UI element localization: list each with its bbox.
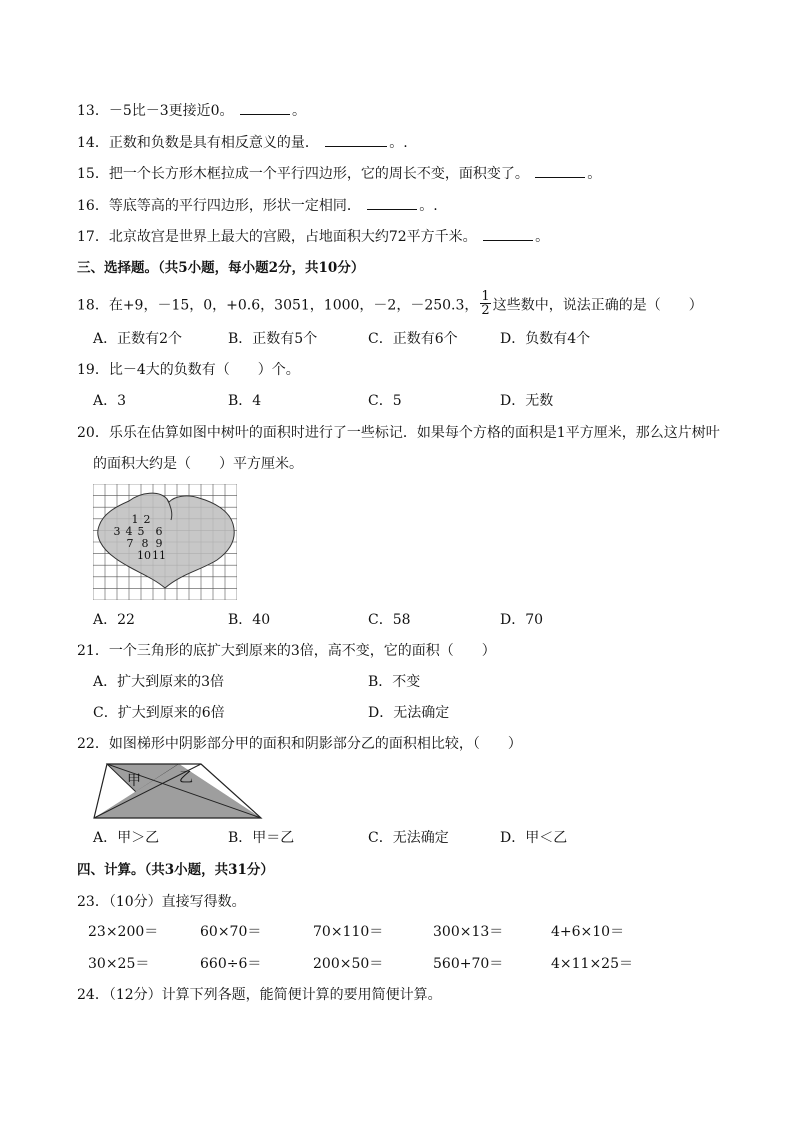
section-3-heading: 三、选择题。（共5小题，每小题2分，共10分） [77,260,365,276]
fraction-denominator: 2 [481,303,490,318]
question-16 [77,196,438,216]
option-d[interactable]: D．无数 [500,393,554,409]
label-yi: 乙 [179,770,193,786]
question-15 [77,164,601,184]
leaf-label-11: 11 [152,549,166,562]
calc-item: 23×200＝ [88,924,159,940]
option-c[interactable]: C．正数有6个 [368,331,458,347]
punct: 。. [389,135,408,151]
calc-row-1 [88,922,688,942]
option-b[interactable]: B．4 [228,393,262,409]
question-text: 16．等底等高的平行四边形，形状一定相同． [77,198,361,214]
punct: 。 [292,103,306,119]
section-4-heading: 四、计算。（共3小题，共31分） [77,862,274,878]
option-b[interactable]: B．40 [228,612,271,628]
punct: 。. [419,198,438,214]
fraction-numerator: 1 [481,289,490,304]
leaf-label-9: 9 [155,537,163,550]
leaf-label-1: 1 [131,513,139,526]
leaf-label-2: 2 [143,513,151,526]
leaf-label-8: 8 [141,537,149,550]
question-20-line2: 的面积大约是（ ）平方厘米。 [93,456,303,472]
question-18-options [93,329,653,349]
answer-blank[interactable] [367,197,417,210]
question-21-options [93,672,653,692]
option-b[interactable]: B．不变 [368,674,421,690]
question-17 [77,227,549,247]
leaf-label-10: 10 [137,549,151,562]
answer-blank[interactable] [483,228,533,241]
option-a[interactable]: A．正数有2个 [93,331,183,347]
option-c[interactable]: C．无法确定 [368,830,449,846]
option-a[interactable]: A．甲＞乙 [93,830,160,846]
question-18 [77,289,703,319]
fraction-one-half [480,290,490,317]
option-a[interactable]: A．扩大到原来的3倍 [93,674,225,690]
option-c[interactable]: C．5 [368,393,402,409]
option-c[interactable]: C．58 [368,612,411,628]
calc-item: 560+70＝ [433,956,504,972]
question-21: 21．一个三角形的底扩大到原来的3倍，高不变，它的面积（ ） [77,643,496,659]
answer-blank[interactable] [325,134,387,147]
question-text: 这些数中，说法正确的是（ ） [492,297,703,314]
calc-row-2 [88,954,688,974]
option-d[interactable]: D．无法确定 [368,705,450,721]
calc-item: 30×25＝ [88,956,150,972]
leaf-label-7: 7 [126,537,134,550]
punct: 。 [587,166,602,182]
question-19: 19．比－4大的负数有（ ）个。 [77,362,300,378]
question-text: 18．在+9，－15，0，+0.6，3051，1000，－2，－250.3， [77,297,479,314]
option-b[interactable]: B．甲＝乙 [228,830,295,846]
leaf-label-4: 4 [125,525,133,538]
option-d[interactable]: D．负数有4个 [500,331,591,347]
option-a[interactable]: A．3 [93,393,127,409]
calc-item: 200×50＝ [313,956,384,972]
calc-item: 4×11×25＝ [551,956,633,972]
option-d[interactable]: D．70 [500,612,544,628]
calc-item: 60×70＝ [200,924,262,940]
question-text: 14．正数和负数是具有相反意义的量． [77,135,319,151]
calc-item: 4+6×10＝ [551,924,625,940]
option-d[interactable]: D．甲＜乙 [500,830,568,846]
question-22-options [93,828,653,848]
question-text: 17．北京故宫是世界上最大的宫殿，占地面积大约72平方千米。 [77,229,477,245]
question-20-options [93,610,653,630]
answer-blank[interactable] [535,165,585,178]
option-b[interactable]: B．正数有5个 [228,331,318,347]
option-c[interactable]: C．扩大到原来的6倍 [93,705,225,721]
question-24: 24．（12分）计算下列各题，能简便计算的要用简便计算。 [77,987,442,1003]
leaf-label-6: 6 [155,525,163,538]
leaf-shape [98,493,234,588]
question-21-options-row2 [93,703,653,723]
leaf-label-5: 5 [137,525,145,538]
calc-item: 300×13＝ [433,924,504,940]
label-jia: 甲 [127,773,141,789]
question-19-options [93,391,653,411]
trapezoid-figure [93,762,263,820]
question-14 [77,133,408,153]
question-13 [77,101,306,121]
question-20-line1: 20．乐乐在估算如图中树叶的面积时进行了一些标记．如果每个方格的面积是1平方厘米，那么这片树叶 [77,425,720,441]
question-23: 23．（10分）直接写得数。 [77,894,246,910]
question-text: 15．把一个长方形木框拉成一个平行四边形，它的周长不变，面积变了。 [77,166,529,182]
leaf-grid-figure [93,484,237,600]
calc-item: 660÷6＝ [200,956,262,972]
question-text: 13．－5比－3更接近0。 [77,103,234,119]
answer-blank[interactable] [240,102,290,115]
calc-item: 70×110＝ [313,924,384,940]
punct: 。 [535,229,550,245]
question-22: 22．如图梯形中阴影部分甲的面积和阴影部分乙的面积相比较，（ ） [77,736,522,752]
leaf-label-3: 3 [113,525,121,538]
option-a[interactable]: A．22 [93,612,135,628]
